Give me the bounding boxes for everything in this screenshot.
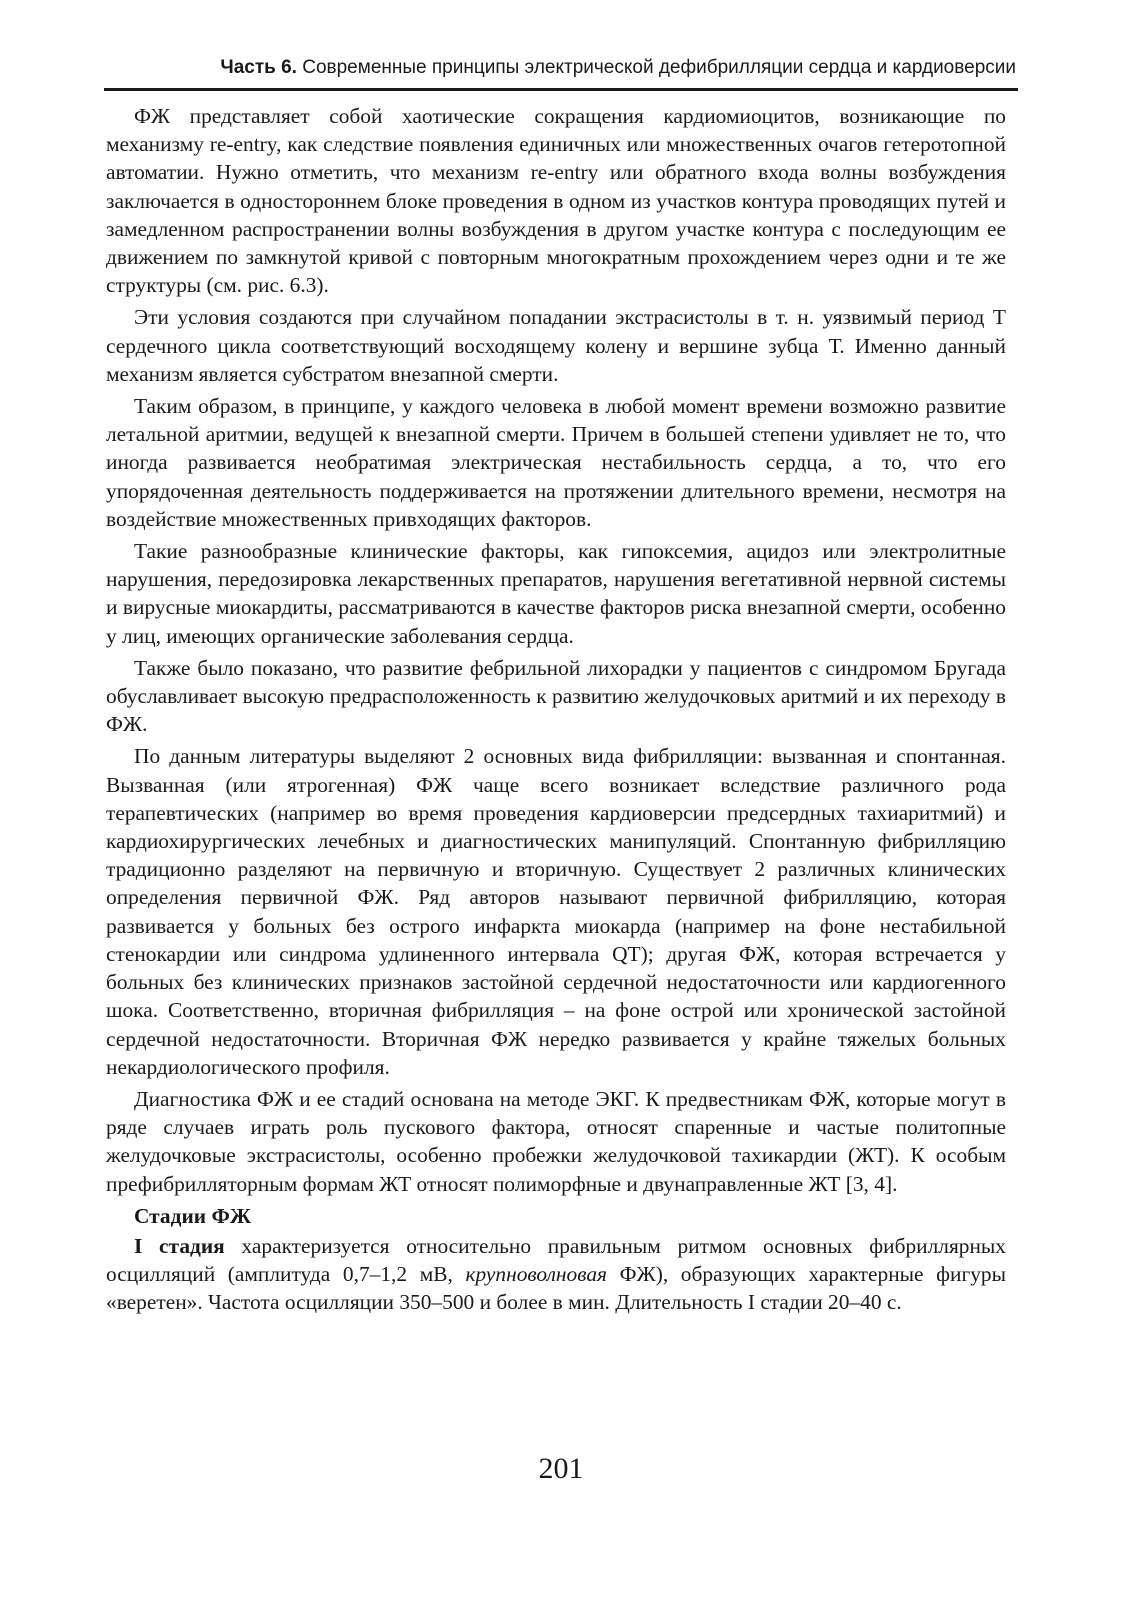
paragraph-risk-factors: Такие разнообразные клинические факторы, как гипоксемия, ацидоз или электролитные нарушения, передозировка лекарственных препаратов, нарушения вегетативной нервной системы и вирусные миокардиты, рассматриваются в качестве факторов риска внезапной смерти, особенно у лиц, имеющих органические заболевания сердца. (106, 539, 1006, 648)
stage-1-text-b: ФЖ), образующих характерные фигуры «веретен». Частота осцилляции 350–500 и более в мин. Длительность I стадии 20–40 с. (106, 1262, 1007, 1315)
paragraph-vulnerable-period: Эти условия создаются при случайном попадании экстрасистолы в т. н. уязвимый период Т сердечного цикла соответствующий восходящему колену и вершине зубца Т. Именно данный механизм является субстратом внезапной смерти. (106, 305, 1006, 386)
stage-1-text-a: характеризуется относительно правильным ритмом основных фибриллярных осцилляций (амплитуда 0,7–1,2 мВ, (106, 1233, 1006, 1287)
body-text (106, 102, 1006, 1321)
running-head (104, 52, 1018, 91)
stage-1-italic: крупноволновая (465, 1262, 607, 1287)
running-head-title: Современные принципы электрической дефибрилляции сердца и кардиоверсии (302, 57, 1016, 78)
part-label: Часть 6. (220, 57, 297, 78)
paragraph-fibrillation-types: По данным литературы выделяют 2 основных вида фибрилляции: вызванная и спонтанная. Вызванная (или ятрогенная) ФЖ чаще всего возникает вследствие различного рода терапевтических (например во время проведения кардиоверсии предсердных тахиаритмий) и кардиохирургических лечебных и диагностических манипуляций. Спонтанную фибрилляцию традиционно разделяют на первичную и вторичную. Существует 2 различных клинических определения первичной ФЖ. Ряд авторов называют первичной фибрилляцию, которая развивается у больных без острого инфаркта миокарда (например на фоне нестабильной стенокардии или синдрома удлиненного интервала QT); другая ФЖ, которая встречается у больных без клинических признаков застойной сердечной недостаточности или кардиогенного шока. Соответственно, вторичная фибрилляция – на фоне острой или хронической застойной сердечной недостаточности. Вторичная ФЖ нередко развивается у крайне тяжелых больных некардиологического профиля. (106, 744, 1006, 1079)
section-heading: Стадии ФЖ (134, 1203, 251, 1228)
page-number: 201 (538, 1452, 584, 1485)
paragraph-lethal-arrhythmia: Таким образом, в принципе, у каждого человека в любой момент времени возможно развитие летальной аритмии, ведущей к внезапной смерти. Причем в большей степени удивляет не то, что иногда развивается необратимая электрическая нестабильность сердца, а то, что его упорядоченная деятельность поддерживается на протяжении длительного времени, несмотря на воздействие множественных привходящих факторов. (106, 394, 1006, 531)
paragraph-brugada: Также было показано, что развитие фебрильной лихорадки у пациентов с синдромом Бругада обуславливает высокую предрасположенность к развитию желудочковых аритмий и их переходу в ФЖ. (106, 655, 1006, 737)
paragraph-vf-definition: ФЖ представляет собой хаотические сокращения кардиомиоцитов, возникающие по механизму re-entry, как следствие появления единичных или множественных очагов гетеротопной автоматии. Нужно отметить, что механизм re-entry или обратного входа волны возбуждения заключается в одностороннем блоке проведения в одном из участков контура проводящих путей и замедленном распространении волны возбуждения в другом участке контура с последующим ее движением по замкнутой кривой с повторным многократным прохождением через одни и те же структуры (см. рис. 6.3). (106, 104, 1006, 298)
stage-1-label: I стадия (134, 1233, 225, 1258)
paragraph-diagnostics: Диагностика ФЖ и ее стадий основана на методе ЭКГ. К предвестникам ФЖ, которые могут в ряде случаев играть роль пускового фактора, относят спаренные и частые политопные желудочковые экстрасистолы, особенно пробежки желудочковой тахикардии (ЖТ). К особым префибрилляторным формам ЖТ относят полиморфные и двунаправленные ЖТ [3, 4]. (106, 1086, 1006, 1196)
paragraph-stage-1 (106, 1232, 1006, 1317)
